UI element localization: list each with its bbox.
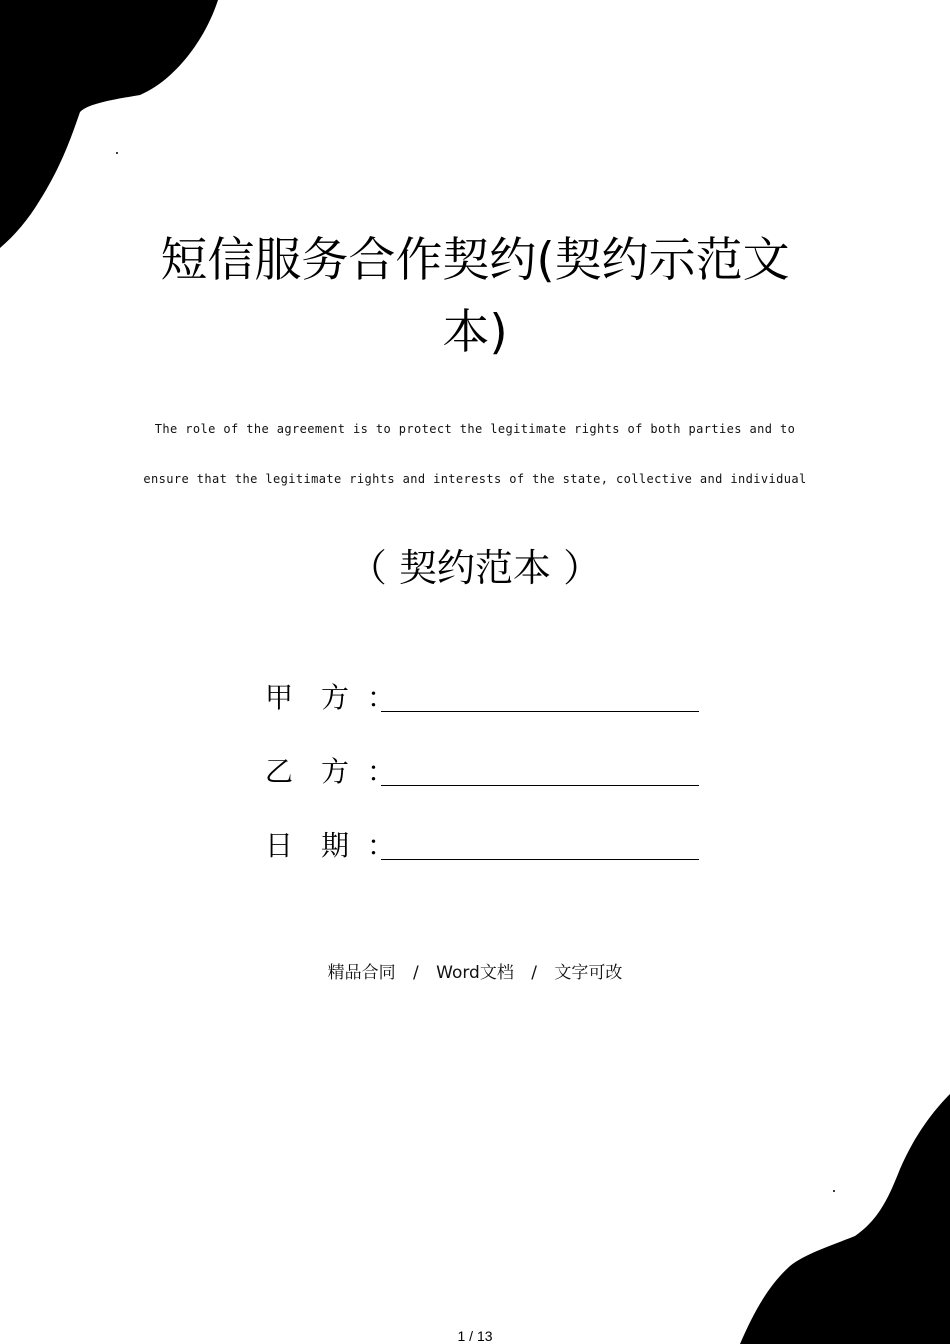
field-label-char: 方 bbox=[321, 681, 350, 714]
field-label-char: 日 bbox=[265, 829, 294, 862]
party-b-blank-line bbox=[381, 755, 699, 786]
title-line-1: 短信服务合作契约(契约示范文 bbox=[160, 233, 790, 288]
party-a-field bbox=[265, 676, 699, 716]
field-colon: ： bbox=[367, 829, 396, 862]
corner-decoration-top-left bbox=[0, 0, 220, 250]
date-field bbox=[265, 824, 699, 864]
field-label-char: 乙 bbox=[265, 755, 294, 788]
tagline-part-1: 精品合同 bbox=[327, 963, 396, 983]
english-line-1: The role of the agreement is to protect the legitimate rights of both parties and to bbox=[154, 422, 796, 436]
tagline-separator: / bbox=[413, 963, 419, 983]
tagline bbox=[0, 958, 950, 983]
page-number: 1 / 13 bbox=[457, 1328, 493, 1344]
speck-top bbox=[116, 152, 118, 154]
date-blank-line bbox=[381, 829, 699, 860]
party-b-field bbox=[265, 750, 699, 790]
field-label-char: 甲 bbox=[265, 681, 294, 714]
speck-bottom bbox=[833, 1190, 835, 1192]
document-subtitle: （ 契约范本 ） bbox=[348, 546, 602, 590]
field-label-char: 期 bbox=[321, 829, 350, 862]
field-colon: ： bbox=[367, 681, 396, 714]
document-title bbox=[0, 225, 950, 369]
field-label-char: 方 bbox=[321, 755, 350, 788]
english-line-2: ensure that the legitimate rights and interests of the state, collective and individual bbox=[143, 472, 807, 486]
tagline-part-3: 文字可改 bbox=[554, 963, 623, 983]
title-line-2: 本) bbox=[442, 305, 508, 360]
field-colon: ： bbox=[367, 755, 396, 788]
corner-decoration-bottom-right bbox=[730, 1094, 950, 1344]
tagline-separator: / bbox=[531, 963, 537, 983]
tagline-part-2: Word文档 bbox=[436, 963, 514, 983]
party-a-blank-line bbox=[381, 681, 699, 712]
